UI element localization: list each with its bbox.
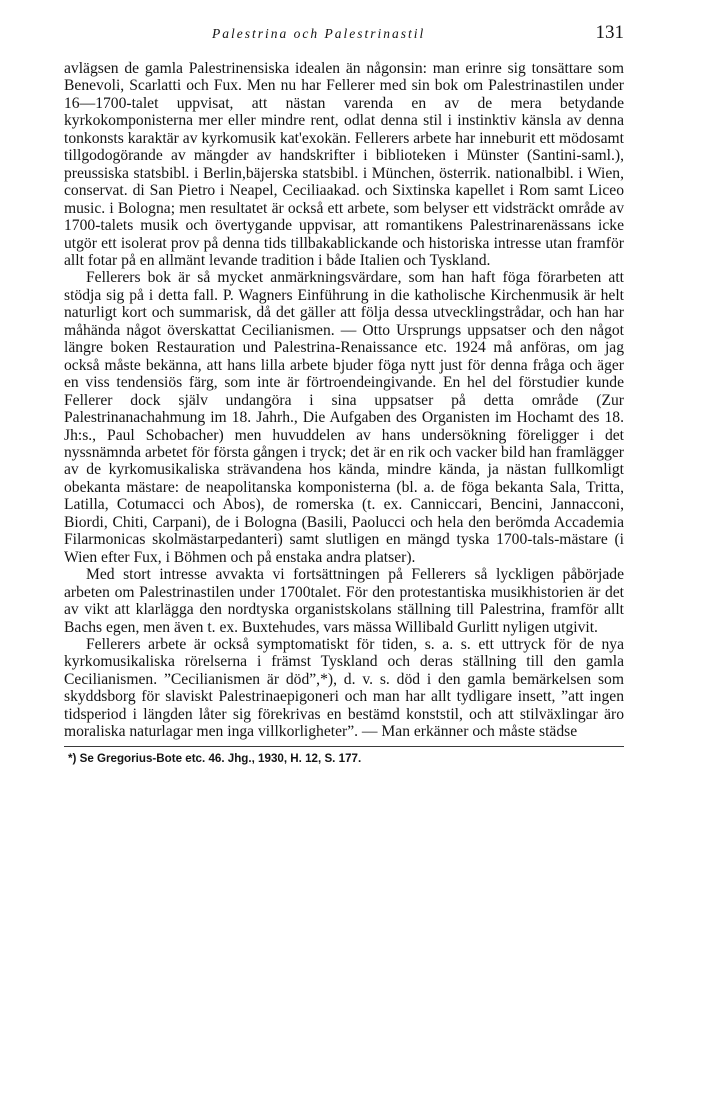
- paragraph-1: avlägsen de gamla Palestrinensiska idealen än någonsin: man erinre sig tonsättare som Benevoli, Scarlatti och Fux. Men nu har Fellerer med sin bok om Palestrinastilen under 16—1700-talet uppvisat, att nästan varenda en av de mera betydande kyrkokomponisterna mer eller mindre rent, odlat denna stil i instinktiv känsla av denna tonkonsts karaktär av kyrkomusik kat'exokän. Fellerers arbete har inneburit ett mödosamt tillgodogörande av mängder av handskrifter i biblioteken i Münster (Santini-saml.), preussiska statsbibl. i Berlin,bäjerska statsbibl. i München, österrik. nationalbibl. i Wien, conservat. di San Pietro i Neapel, Ceciliaakad. och Sixtinska kapellet i Rom samt Liceo music. i Bologna; men resultatet är också ett arbete, som belyser ett vidsträckt område av 1700-talets musik och övertygande uppvisar, att romantikens Palestrinarenässans icke utgör ett isolerat prov på denna tids tillbakablickande och historiska intresse utan framför allt fotar på en allmänt levande tradition i både Italien och Tyskland.: [64, 60, 624, 269]
- footnote: *) Se Gregorius-Bote etc. 46. Jhg., 1930, H. 12, S. 177.: [68, 751, 362, 765]
- running-title: Palestrina och Palestrinastil: [212, 26, 426, 41]
- paragraph-4: Fellerers arbete är också symptomatiskt för tiden, s. a. s. ett uttryck för de nya kyrkomusikaliska rörelserna i främst Tyskland och deras ställning till den gamla Cecilianismen. ”Cecilianismen är död”,*), d. v. s. död i den gamla bemärkelsen som skyddsborg för slaviskt Palestrinaepigoneri och man har allt tydligare insett, ”att ingen tidsperiod i längden låter sig förekrivas en bestämd konststil, och att stilväxlingar äro moraliska naturlagar men inga villkorligheter”. — Man erkänner och måste städse: [64, 635, 624, 741]
- body-text: [64, 60, 624, 741]
- paragraph-3: Med stort intresse avvakta vi fortsättningen på Fellerers så lyckligen påbörjade arbeten om Palestrinastilen under 1700talet. För den protestantiska musikhistorien är det av vikt att klarlägga den nordtyska organistskolans ställning till Palestrina, framför allt Bachs egen, men även t. ex. Buxtehudes, vars mässa Willibald Gurlitt nyligen utgivit.: [64, 566, 624, 636]
- paragraph-2: Fellerers bok är så mycket anmärkningsvärdare, som han haft föga förarbeten att stödja sig på i detta fall. P. Wagners Einführung in die katholische Kirchenmusik är helt naturligt kort och summarisk, då det gäller att följa dessa utvecklingstrådar, och han har måhända något överskattat Cecilianismen. — Otto Ursprungs uppsatser och den något längre boken Restauration und Palestrina-Renaissance etc. 1924 må anföras, om jag också måste bekänna, att hans lilla arbete bjuder föga nytt just för denna fråga och äger en viss tendensiös färg, som inte är förtroendeingivande. En hel del förstudier kunde Fellerer dock själv undangöra i sina uppsatser på detta område (Zur Palestrinanachahmung im 18. Jahrh., Die Aufgaben des Organisten im Hochamt des 18. Jh:s., Paul Schobacher) men huvuddelen av hans undersökning föreligger i det nyssnämnda arbetet för första gången i tryck; det är en rik och vacker bild han framlägger av de kyrkomusikaliska strävandena hos kända, mindre kända, ja nästan fullkomligt obekanta mästare: de neapolitanska komponisterna (bl. a. de föga bekanta Sala, Tritta, Latilla, Cotumacci och Abos), de romerska (t. ex. Canniccari, Bencini, Jannacconi, Biordi, Chiti, Carpani), de i Bologna (Basili, Paolucci och hela den berömda Accademia Filarmonicas skolmästarpedanteri) samt slutligen en mängd tyska 1700-tals-mästare (i Wien efter Fux, i Böhmen och på enstaka andra platser).: [64, 269, 624, 566]
- footnote-divider: [64, 746, 624, 747]
- page-header: [64, 22, 624, 48]
- page-number: 131: [595, 22, 624, 43]
- document-page: [64, 22, 624, 765]
